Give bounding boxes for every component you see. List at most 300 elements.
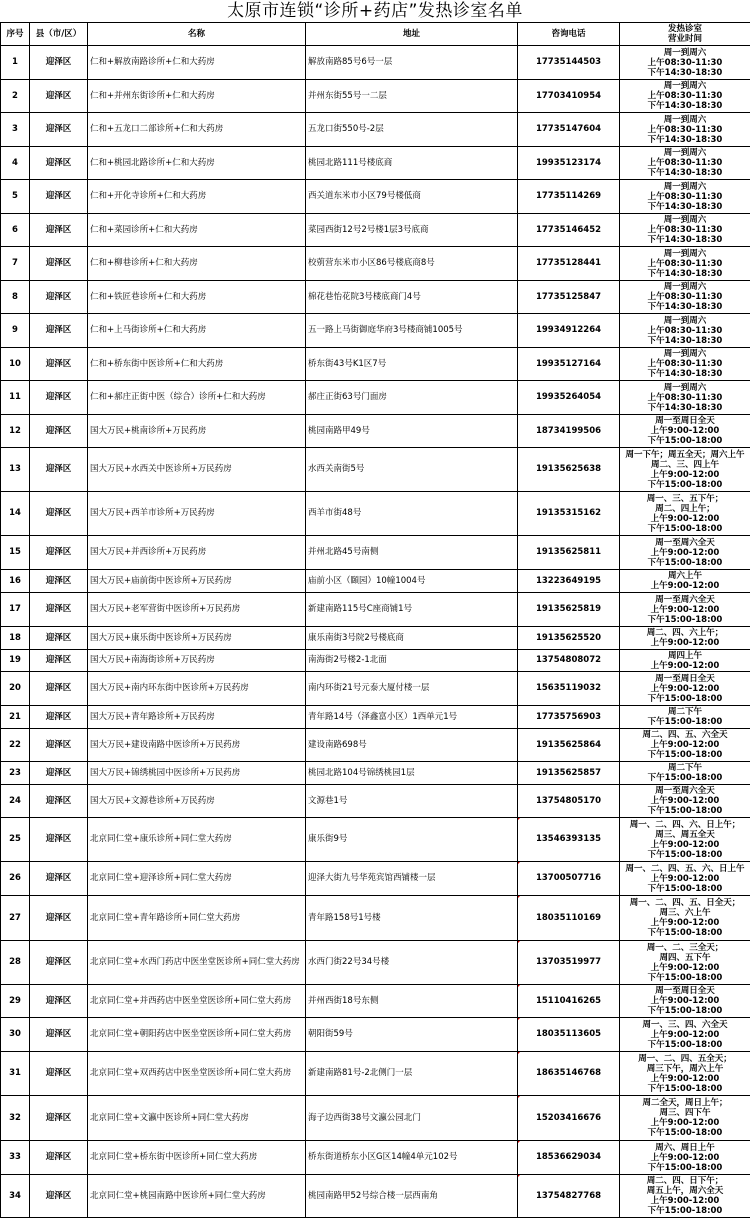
cell-hours: [620, 896, 750, 941]
cell-name: 仁和+桥东街中医诊所+仁和大药房: [88, 348, 306, 381]
cell-phone: 17735125847: [518, 281, 620, 314]
cell-no: 9: [1, 314, 30, 348]
cell-address: 庙前小区（頥园）10幢1004号: [306, 570, 518, 593]
cell-phone: 15110416265: [518, 985, 620, 1018]
cell-no: 24: [1, 785, 30, 818]
table-row: [1, 650, 750, 672]
cell-hours: [620, 147, 750, 180]
cell-no: 12: [1, 415, 30, 448]
table-row: [1, 896, 750, 941]
cell-hours: [620, 1096, 750, 1141]
cell-address: 西羊市街48号: [306, 492, 518, 536]
cell-name: 仁和+解放南路诊所+仁和大药房: [88, 46, 306, 80]
cell-hours: [620, 536, 750, 570]
cell-phone: 17735144503: [518, 46, 620, 80]
cell-name: 国大万民+锦绣桃园中医诊所+万民药房: [88, 762, 306, 785]
cell-address: 迎泽大街九号华苑宾馆西铺楼一层: [306, 862, 518, 896]
hours-line: 下午14:30-18:30: [647, 302, 723, 312]
table-row: [1, 785, 750, 818]
cell-name: 仁和+柳巷诊所+仁和大药房: [88, 247, 306, 281]
hours-line: 周四、五下午: [659, 952, 711, 963]
hours-line: 周四上午: [667, 650, 702, 661]
cell-phone: 17735146452: [518, 214, 620, 247]
table-row: [1, 672, 750, 706]
cell-name: 国大万民+南海街诊所+万民药房: [88, 650, 306, 672]
cell-hours: [620, 1141, 750, 1175]
cell-county: 迎泽区: [30, 1141, 88, 1175]
hours-line: 下午15:00-18:00: [647, 773, 723, 783]
hours-line: 上午08:30-11:30: [647, 158, 723, 168]
hours-line: 周一到周六: [663, 215, 707, 225]
hours-line: 周一到周六: [663, 282, 707, 292]
table-row: [1, 729, 750, 762]
hours-line: 周一到周六: [663, 315, 707, 326]
cell-phone: 19135625520: [518, 627, 620, 650]
cell-address: 西关道东米市小区79号楼低商: [306, 180, 518, 214]
table-row: [1, 492, 750, 536]
cell-address: 南海街2号楼2-1北面: [306, 650, 518, 672]
header-hours-line1: 发热诊室: [667, 24, 702, 34]
hours-line: 上午9:00-12:00: [650, 513, 720, 524]
cell-phone: 18734199506: [518, 415, 620, 448]
hours-line: 周一至周六全天: [655, 594, 715, 605]
hours-line: 周一、二、四、五、六、日上午: [625, 863, 745, 874]
hours-line: 上午08:30-11:30: [647, 292, 723, 302]
cell-no: 21: [1, 706, 30, 729]
cell-phone: 13703519977: [518, 941, 620, 985]
cell-name: 仁和+铁匠巷诊所+仁和大药房: [88, 281, 306, 314]
hours-line: 上午9:00-12:00: [650, 740, 720, 750]
cell-county: 迎泽区: [30, 46, 88, 80]
hours-line: 周一到周六: [663, 349, 707, 359]
cell-county: 迎泽区: [30, 113, 88, 147]
hours-line: 上午9:00-12:00: [650, 604, 720, 615]
table-row: [1, 281, 750, 314]
cell-name: 北京同仁堂+朝阳药店中医坐堂医诊所+同仁堂大药房: [88, 1018, 306, 1052]
hours-line: 上午9:00-12:00: [650, 683, 720, 694]
hours-line: 下午15:00-18:00: [647, 479, 723, 490]
cell-no: 15: [1, 536, 30, 570]
table-row: [1, 862, 750, 896]
cell-address: 解放南路85号6号一层: [306, 46, 518, 80]
hours-line: 周二下午: [667, 707, 702, 717]
cell-name: 国大万民+并西诊所+万民药房: [88, 536, 306, 570]
header-hours: [620, 23, 750, 46]
cell-address: 青年路158号1号楼: [306, 896, 518, 941]
cell-hours: [620, 570, 750, 593]
table-row: [1, 214, 750, 247]
cell-no: 25: [1, 818, 30, 862]
cell-name: 国大万民+庙前街中医诊所+万民药房: [88, 570, 306, 593]
cell-address: 新建南路115号C座商铺1号: [306, 593, 518, 627]
cell-no: 13: [1, 448, 30, 492]
hours-line: 下午14:30-18:30: [647, 369, 723, 379]
cell-county: 迎泽区: [30, 348, 88, 381]
cell-phone: 15203416676: [518, 1096, 620, 1141]
hours-line: 下午15:00-18:00: [647, 614, 723, 625]
hours-line: 周一到周六: [663, 47, 707, 58]
cell-county: 迎泽区: [30, 896, 88, 941]
hours-line: 下午15:00-18:00: [647, 557, 723, 568]
header-hours-line2: 营业时间: [667, 34, 702, 44]
cell-phone: 13754827768: [518, 1175, 620, 1218]
cell-phone: 15635119032: [518, 672, 620, 706]
cell-phone: 19934912264: [518, 314, 620, 348]
cell-county: 迎泽区: [30, 627, 88, 650]
page-title: 太原市连锁“诊所+药店”发热诊室名单: [227, 1, 523, 21]
cell-name: 国大万民+文源巷诊所+万民药房: [88, 785, 306, 818]
table-row: [1, 1175, 750, 1218]
hours-line: 上午9:00-12:00: [650, 638, 720, 648]
hours-line: 上午08:30-11:30: [647, 191, 723, 202]
cell-hours: [620, 80, 750, 113]
cell-county: 迎泽区: [30, 650, 88, 672]
cell-address: 并州西街18号东侧: [306, 985, 518, 1018]
hours-line: 下午15:00-18:00: [647, 806, 723, 816]
cell-address: 水西门街22号34号楼: [306, 941, 518, 985]
table-row: [1, 706, 750, 729]
cell-hours: [620, 941, 750, 985]
table-row: [1, 570, 750, 593]
cell-hours: [620, 818, 750, 862]
cell-name: 国大万民+桃南诊所+万民药房: [88, 415, 306, 448]
hours-line: 周一到周六: [663, 248, 707, 259]
table-row: [1, 985, 750, 1018]
cell-no: 3: [1, 113, 30, 147]
cell-name: 国大万民+建设南路中医诊所+万民药房: [88, 729, 306, 762]
hours-line: 下午15:00-18:00: [647, 849, 723, 860]
cell-county: 迎泽区: [30, 941, 88, 985]
hours-line: 下午15:00-18:00: [647, 1128, 723, 1138]
cell-address: 康乐街9号: [306, 818, 518, 862]
hours-line: 下午15:00-18:00: [647, 883, 723, 894]
cell-no: 20: [1, 672, 30, 706]
cell-name: 国大万民+南内环东街中医诊所+万民药房: [88, 672, 306, 706]
cell-county: 迎泽区: [30, 1175, 88, 1218]
hours-line: 下午15:00-18:00: [647, 523, 723, 534]
hours-line: 上午9:00-12:00: [650, 996, 720, 1006]
cell-phone: 13546393135: [518, 818, 620, 862]
hours-line: 下午15:00-18:00: [647, 436, 723, 446]
cell-no: 27: [1, 896, 30, 941]
hours-line: 上午9:00-12:00: [650, 426, 720, 436]
cell-address: 朝阳街59号: [306, 1018, 518, 1052]
cell-address: 五一路上马街御庭华府3号楼商铺1005号: [306, 314, 518, 348]
table-row: [1, 448, 750, 492]
hours-line: 下午15:00-18:00: [647, 693, 723, 704]
cell-phone: 17735114269: [518, 180, 620, 214]
cell-name: 北京同仁堂+迎泽诊所+同仁堂大药房: [88, 862, 306, 896]
hours-line: 上午08:30-11:30: [647, 258, 723, 269]
hours-line: 上午08:30-11:30: [647, 57, 723, 68]
cell-address: 建设南路698号: [306, 729, 518, 762]
cell-county: 迎泽区: [30, 448, 88, 492]
table-row: [1, 348, 750, 381]
hours-line: 周五上午，周六全天: [646, 1186, 724, 1196]
hours-line: 下午14:30-18:30: [647, 268, 723, 279]
cell-no: 4: [1, 147, 30, 180]
cell-hours: [620, 762, 750, 785]
cell-hours: [620, 985, 750, 1018]
cell-address: 海子边西街38号文瀛公园北门: [306, 1096, 518, 1141]
cell-no: 32: [1, 1096, 30, 1141]
header-phone: 咨询电话: [518, 23, 620, 46]
cell-phone: 17735147604: [518, 113, 620, 147]
hours-line: 周一到周六: [663, 114, 707, 125]
table-row: [1, 381, 750, 415]
cell-hours: [620, 46, 750, 80]
cell-county: 迎泽区: [30, 80, 88, 113]
table-row: [1, 80, 750, 113]
cell-name: 北京同仁堂+并西药店中医坐堂医诊所+同仁堂大药房: [88, 985, 306, 1018]
hours-line: 周一至周六全天: [655, 537, 715, 548]
cell-no: 17: [1, 593, 30, 627]
cell-no: 2: [1, 80, 30, 113]
table-row: [1, 1018, 750, 1052]
hours-line: 周六上午: [667, 571, 702, 581]
hours-line: 下午15:00-18:00: [647, 1039, 723, 1050]
hours-line: 周一到周六: [663, 148, 707, 158]
cell-name: 北京同仁堂+文瀛中医诊所+同仁堂大药房: [88, 1096, 306, 1141]
cell-hours: [620, 1175, 750, 1218]
cell-address: 桥东街道桥东小区G区14幢4单元102号: [306, 1141, 518, 1175]
cell-hours: [620, 1052, 750, 1096]
cell-address: 并州北路45号南侧: [306, 536, 518, 570]
cell-address: 青年路14号（泽鑫富小区）1西单元1号: [306, 706, 518, 729]
cell-county: 迎泽区: [30, 862, 88, 896]
cell-name: 仁和+桃园北路诊所+仁和大药房: [88, 147, 306, 180]
cell-no: 29: [1, 985, 30, 1018]
table-row: [1, 1052, 750, 1096]
hours-line: 周一、二、三全天；: [646, 942, 724, 953]
cell-county: 迎泽区: [30, 706, 88, 729]
table-row: [1, 147, 750, 180]
table-row: [1, 180, 750, 214]
cell-phone: 19135625864: [518, 729, 620, 762]
cell-name: 仁和+菜园诊所+仁和大药房: [88, 214, 306, 247]
hours-line: 上午9:00-12:00: [650, 1152, 720, 1163]
hours-line: 上午9:00-12:00: [650, 796, 720, 806]
cell-county: 迎泽区: [30, 1018, 88, 1052]
hours-line: 周一到周六: [663, 81, 707, 91]
hours-line: 周一至周六全天: [655, 786, 715, 796]
cell-phone: 18035110169: [518, 896, 620, 941]
hours-line: 周一到周六: [663, 181, 707, 192]
hours-line: 上午9:00-12:00: [650, 1118, 720, 1128]
cell-phone: 17703410954: [518, 80, 620, 113]
hours-line: 上午9:00-12:00: [650, 918, 720, 928]
table-row: [1, 593, 750, 627]
cell-phone: 13754805170: [518, 785, 620, 818]
cell-phone: 19135625811: [518, 536, 620, 570]
cell-county: 迎泽区: [30, 1052, 88, 1096]
cell-address: 南内环街21号元泰大厦付楼一层: [306, 672, 518, 706]
cell-phone: 19935264054: [518, 381, 620, 415]
cell-hours: [620, 593, 750, 627]
hours-line: 周三、四下午: [659, 1108, 711, 1118]
cell-county: 迎泽区: [30, 729, 88, 762]
hours-line: 下午15:00-18:00: [647, 1206, 723, 1216]
hours-line: 上午9:00-12:00: [650, 839, 720, 850]
cell-address: 桃园北路104号锦绣桃园1层: [306, 762, 518, 785]
cell-hours: [620, 706, 750, 729]
cell-no: 16: [1, 570, 30, 593]
cell-address: 桃园北路111号楼底商: [306, 147, 518, 180]
table-row: [1, 314, 750, 348]
cell-name: 仁和+郝庄正街中医（综合）诊所+仁和大药房: [88, 381, 306, 415]
hours-line: 上午9:00-12:00: [650, 547, 720, 558]
cell-phone: 17735756903: [518, 706, 620, 729]
hours-line: 周一至周日全天: [655, 673, 715, 684]
cell-name: 北京同仁堂+水西门药店中医坐堂医诊所+同仁堂大药房: [88, 941, 306, 985]
table-row: [1, 818, 750, 862]
cell-hours: [620, 247, 750, 281]
cell-address: 康乐南街3号院2号楼底商: [306, 627, 518, 650]
hours-line: 下午15:00-18:00: [647, 1162, 723, 1173]
cell-name: 国大万民+青年路诊所+万民药房: [88, 706, 306, 729]
hours-line: 下午15:00-18:00: [647, 717, 723, 727]
cell-hours: [620, 415, 750, 448]
hours-line: 上午9:00-12:00: [650, 1196, 720, 1206]
header-name: 名称: [88, 23, 306, 46]
header-county: 县（市/区）: [30, 23, 88, 46]
cell-phone: 17735128441: [518, 247, 620, 281]
cell-phone: 18635146768: [518, 1052, 620, 1096]
cell-county: 迎泽区: [30, 381, 88, 415]
table-row: [1, 247, 750, 281]
hours-line: 周二、四、五、六全天: [642, 730, 728, 740]
cell-county: 迎泽区: [30, 593, 88, 627]
hours-line: 上午08:30-11:30: [647, 225, 723, 235]
cell-county: 迎泽区: [30, 1096, 88, 1141]
cell-address: 郝庄正街63号门面房: [306, 381, 518, 415]
cell-hours: [620, 180, 750, 214]
cell-county: 迎泽区: [30, 281, 88, 314]
cell-hours: [620, 650, 750, 672]
cell-address: 棉花巷怡花院3号楼底商门4号: [306, 281, 518, 314]
cell-name: 国大万民+西羊市诊所+万民药房: [88, 492, 306, 536]
clinic-table: [0, 22, 750, 1218]
hours-line: 下午15:00-18:00: [647, 750, 723, 760]
hours-line: 下午14:30-18:30: [647, 101, 723, 111]
cell-hours: [620, 672, 750, 706]
cell-no: 18: [1, 627, 30, 650]
cell-hours: [620, 785, 750, 818]
cell-county: 迎泽区: [30, 492, 88, 536]
hours-line: 下午14:30-18:30: [647, 67, 723, 78]
table-body: [1, 46, 750, 1218]
cell-no: 31: [1, 1052, 30, 1096]
cell-address: 菜园西街12号2号楼1层3号底商: [306, 214, 518, 247]
cell-hours: [620, 281, 750, 314]
hours-line: 周二、四、六上午；: [646, 628, 724, 638]
cell-hours: [620, 862, 750, 896]
table-row: [1, 536, 750, 570]
table-row: [1, 415, 750, 448]
hours-line: 上午9:00-12:00: [650, 1029, 720, 1040]
cell-hours: [620, 1018, 750, 1052]
cell-hours: [620, 492, 750, 536]
hours-line: 周一下午；周五全天；周六上午: [625, 449, 745, 460]
hours-line: 周一、二、四、六、日上午；: [629, 819, 741, 830]
hours-line: 上午08:30-11:30: [647, 392, 723, 403]
cell-no: 7: [1, 247, 30, 281]
cell-no: 5: [1, 180, 30, 214]
hours-line: 下午15:00-18:00: [647, 972, 723, 983]
cell-name: 北京同仁堂+桥东街中医诊所+同仁堂大药房: [88, 1141, 306, 1175]
hours-line: 周二下午: [667, 763, 702, 773]
hours-line: 周一、二、四、五全天；: [638, 1053, 732, 1064]
hours-line: 上午08:30-11:30: [647, 124, 723, 135]
hours-line: 下午14:30-18:30: [647, 201, 723, 212]
hours-line: 周一、二、四、五、日全天；: [629, 898, 741, 908]
cell-hours: [620, 627, 750, 650]
cell-no: 10: [1, 348, 30, 381]
hours-line: 上午08:30-11:30: [647, 91, 723, 101]
cell-hours: [620, 314, 750, 348]
cell-phone: 19135625638: [518, 448, 620, 492]
cell-county: 迎泽区: [30, 415, 88, 448]
cell-hours: [620, 448, 750, 492]
cell-name: 北京同仁堂+青年路诊所+同仁堂大药房: [88, 896, 306, 941]
cell-name: 仁和+开化寺诊所+仁和大药房: [88, 180, 306, 214]
cell-address: 并州东街55号一二层: [306, 80, 518, 113]
cell-hours: [620, 113, 750, 147]
hours-line: 下午14:30-18:30: [647, 168, 723, 178]
cell-no: 30: [1, 1018, 30, 1052]
cell-hours: [620, 214, 750, 247]
table-header-row: [1, 23, 750, 46]
header-no: 序号: [1, 23, 30, 46]
cell-address: 新建南路81号-2北侧门一层: [306, 1052, 518, 1096]
cell-no: 8: [1, 281, 30, 314]
table-row: [1, 762, 750, 785]
cell-county: 迎泽区: [30, 672, 88, 706]
cell-county: 迎泽区: [30, 818, 88, 862]
cell-name: 国大万民+水西关中医诊所+万民药房: [88, 448, 306, 492]
cell-county: 迎泽区: [30, 214, 88, 247]
hours-line: 上午08:30-11:30: [647, 325, 723, 336]
cell-hours: [620, 381, 750, 415]
hours-line: 下午15:00-18:00: [647, 1083, 723, 1094]
hours-line: 周三下午，周六上午: [646, 1063, 724, 1074]
hours-line: 上午9:00-12:00: [650, 581, 720, 591]
hours-line: 下午15:00-18:00: [647, 928, 723, 938]
cell-county: 迎泽区: [30, 147, 88, 180]
cell-no: 1: [1, 46, 30, 80]
cell-address: 文源巷1号: [306, 785, 518, 818]
cell-address: 五龙口街550号-2层: [306, 113, 518, 147]
cell-phone: 13700507716: [518, 862, 620, 896]
cell-name: 北京同仁堂+桃园南路中医诊所+同仁堂大药房: [88, 1175, 306, 1218]
cell-phone: 18035113605: [518, 1018, 620, 1052]
cell-name: 国大万民+老军营街中医诊所+万民药房: [88, 593, 306, 627]
cell-county: 迎泽区: [30, 536, 88, 570]
cell-hours: [620, 729, 750, 762]
cell-address: 桃园南路甲49号: [306, 415, 518, 448]
hours-line: 周一至周日全天: [655, 416, 715, 426]
hours-line: 周二全天，周日上午；: [642, 1098, 728, 1108]
cell-name: 仁和+上马街诊所+仁和大药房: [88, 314, 306, 348]
hours-line: 下午14:30-18:30: [647, 134, 723, 145]
cell-no: 28: [1, 941, 30, 985]
hours-line: 上午9:00-12:00: [650, 1073, 720, 1084]
table-row: [1, 1096, 750, 1141]
cell-no: 23: [1, 762, 30, 785]
cell-name: 北京同仁堂+双西药店中医坐堂医诊所+同仁堂大药房: [88, 1052, 306, 1096]
table-row: [1, 46, 750, 80]
table-row: [1, 627, 750, 650]
